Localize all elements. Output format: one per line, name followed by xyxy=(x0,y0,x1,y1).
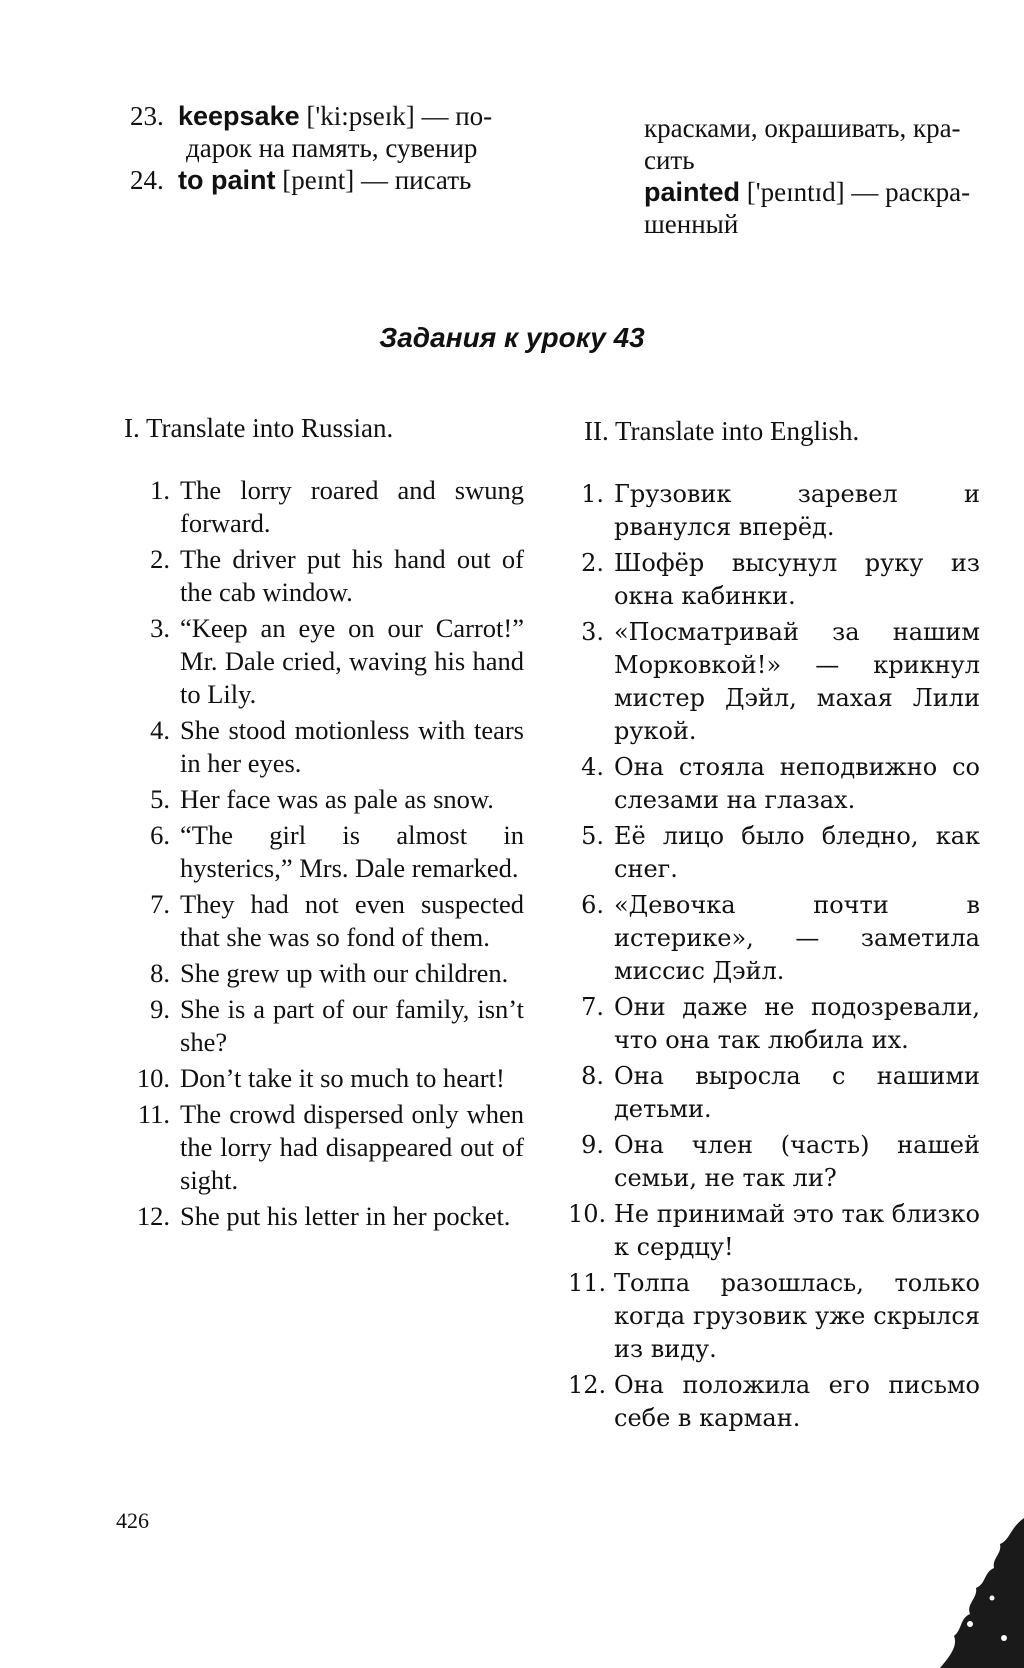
vocab-number: 24. xyxy=(130,165,164,195)
item-text: «Посматривай за нашим Морковкой!» — крикнул мистер Дэйл, махая Лили рукой. xyxy=(614,618,980,745)
list-item xyxy=(134,957,524,990)
item-text: Она член (часть) нашей семьи, не так ли? xyxy=(614,1131,980,1192)
item-number: 8. xyxy=(581,1062,604,1090)
exercise-2-title: II. Translate into English. xyxy=(584,416,860,446)
vocab-entry-painted xyxy=(644,176,1004,208)
item-number: 4. xyxy=(150,715,170,745)
list-item xyxy=(134,888,524,954)
list-item xyxy=(568,751,980,817)
vocab-definition: ['ki:pseɪk] — по- xyxy=(299,101,493,131)
item-text: Они даже не подозревали, что она так любила их. xyxy=(614,993,980,1054)
item-number: 11. xyxy=(137,1099,170,1129)
vocab-entry-23 xyxy=(130,100,530,132)
item-number: 11. xyxy=(568,1269,607,1297)
item-number: 12. xyxy=(568,1371,607,1399)
item-number: 9. xyxy=(150,994,170,1024)
item-text: Don’t take it so much to heart! xyxy=(180,1063,505,1093)
item-number: 2. xyxy=(150,544,170,574)
item-text: She stood motionless with tears in her eyes. xyxy=(180,715,524,778)
list-item xyxy=(568,547,980,613)
list-item xyxy=(568,478,980,544)
item-number: 5. xyxy=(150,784,170,814)
vocab-entry-24 xyxy=(130,164,530,196)
vocab-continuation: дарок на память, сувенир xyxy=(186,133,478,163)
vocab-number: 23. xyxy=(130,101,164,131)
item-number: 3. xyxy=(581,618,604,646)
list-item xyxy=(568,1198,980,1264)
item-text: The driver put his hand out of the cab window. xyxy=(180,544,524,607)
list-item xyxy=(568,820,980,886)
vocab-continuation: красками, окрашивать, кра- xyxy=(644,113,961,143)
list-item xyxy=(134,1062,524,1095)
item-text: Она выросла с нашими детьми. xyxy=(614,1062,980,1123)
item-text: Шофёр высунул руку из окна кабинки. xyxy=(614,549,980,610)
item-text: Грузовик заревел и рванулся вперёд. xyxy=(614,480,980,541)
item-text: “Keep an eye on our Carrot!” Mr. Dale cried, waving his hand to Lily. xyxy=(180,613,524,709)
vocab-continuation: шенный xyxy=(644,209,739,239)
vocab-definition: [peɪnt] — писать xyxy=(275,165,472,195)
list-item xyxy=(568,991,980,1057)
item-number: 10. xyxy=(136,1063,170,1093)
item-number: 10. xyxy=(568,1200,607,1228)
item-text: «Девочка почти в истерике», — заметила миссис Дэйл. xyxy=(614,891,980,985)
item-text: The crowd dispersed only when the lorry had disappeared out of sight. xyxy=(180,1099,524,1195)
item-text: “The girl is almost in hysterics,” Mrs. Dale remarked. xyxy=(180,820,524,883)
exercise-1-list xyxy=(134,474,524,1236)
vocab-word: painted xyxy=(644,177,741,207)
list-item xyxy=(134,714,524,780)
item-number: 1. xyxy=(581,480,604,508)
item-number: 1. xyxy=(150,475,170,505)
list-item xyxy=(134,612,524,711)
list-item xyxy=(134,993,524,1059)
item-number: 7. xyxy=(581,993,604,1021)
list-item xyxy=(134,783,524,816)
list-item xyxy=(134,819,524,885)
exercise-1-title: I. Translate into Russian. xyxy=(124,413,394,443)
vocab-right-column xyxy=(644,112,1004,240)
item-text: Her face was as pale as snow. xyxy=(180,784,494,814)
section-heading: Задания к уроку 43 xyxy=(379,322,645,353)
list-item xyxy=(134,1098,524,1197)
list-item xyxy=(568,1267,980,1366)
vocab-word: keepsake xyxy=(178,101,300,131)
item-text: Не принимай это так близко к сердцу! xyxy=(614,1200,980,1261)
list-item xyxy=(568,1369,980,1435)
item-text: The lorry roared and swung forward. xyxy=(180,475,524,538)
item-text: She put his letter in her pocket. xyxy=(180,1201,511,1231)
exercise-2-list xyxy=(568,478,980,1438)
item-number: 5. xyxy=(581,822,604,850)
list-item xyxy=(134,543,524,609)
item-text: Её лицо было бледно, как снег. xyxy=(614,822,980,883)
item-number: 8. xyxy=(150,958,170,988)
item-text: She grew up with our children. xyxy=(180,958,509,988)
item-number: 6. xyxy=(581,891,604,919)
list-item xyxy=(134,1200,524,1233)
vocab-definition: ['peɪntɪd] — раскра- xyxy=(740,177,971,207)
item-number: 4. xyxy=(581,753,604,781)
list-item xyxy=(134,474,524,540)
list-item xyxy=(568,616,980,748)
item-text: Она стояла неподвижно со слезами на глазах. xyxy=(614,753,980,814)
item-text: They had not even suspected that she was so fond of them. xyxy=(180,889,524,952)
vocab-left-column xyxy=(130,100,530,196)
list-item xyxy=(568,889,980,988)
vocab-word: to paint xyxy=(178,165,276,195)
item-text: Она положила его письмо себе в карман. xyxy=(614,1371,980,1432)
list-item xyxy=(568,1060,980,1126)
list-item xyxy=(568,1129,980,1195)
item-number: 7. xyxy=(150,889,170,919)
page-number: 426 xyxy=(116,1508,149,1533)
ink-blot-decoration xyxy=(940,1518,1024,1668)
item-number: 6. xyxy=(150,820,170,850)
vocab-continuation: сить xyxy=(644,145,695,175)
item-number: 3. xyxy=(150,613,170,643)
item-number: 2. xyxy=(581,549,604,577)
item-text: She is a part of our family, isn’t she? xyxy=(180,994,524,1057)
item-text: Толпа разошлась, только когда грузовик уже скрылся из виду. xyxy=(614,1269,980,1363)
item-number: 9. xyxy=(581,1131,604,1159)
item-number: 12. xyxy=(136,1201,170,1231)
